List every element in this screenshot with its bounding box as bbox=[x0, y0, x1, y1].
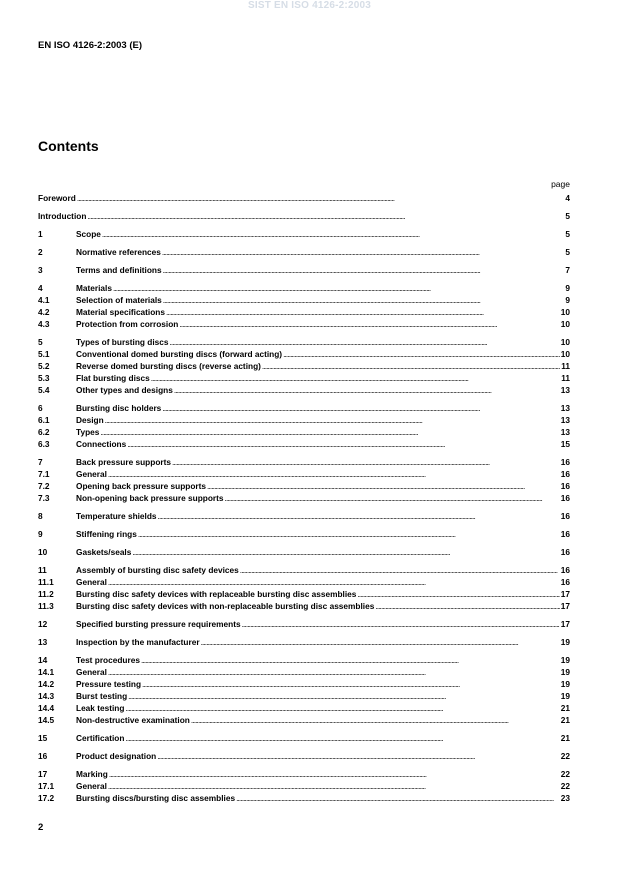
toc-entry-title: Product designation bbox=[76, 751, 157, 761]
toc-entry-title: Burst testing bbox=[76, 691, 128, 701]
toc-entry-number: 7 bbox=[38, 457, 43, 467]
toc-entry-leader bbox=[76, 480, 570, 492]
toc-entry-title: Foreword bbox=[38, 193, 76, 203]
toc-entry-number: 7.2 bbox=[38, 481, 50, 491]
toc-entry-title: Leak testing bbox=[76, 703, 125, 713]
toc-entry-page: 11 bbox=[561, 373, 570, 383]
toc-entry-title: Materials bbox=[76, 283, 112, 293]
toc-entry-title: Certification bbox=[76, 733, 125, 743]
toc-entry-number: 11.1 bbox=[38, 577, 54, 587]
toc-entry-page: 9 bbox=[565, 283, 570, 293]
toc-entry-number: 5 bbox=[38, 337, 43, 347]
toc-entry-title: Bursting disc safety devices with non-replaceable bursting disc assemblies bbox=[76, 601, 375, 611]
toc-entry-title: Bursting discs/bursting disc assemblies bbox=[76, 793, 236, 803]
toc-entry-leader bbox=[76, 246, 570, 258]
toc-entry-number: 12 bbox=[38, 619, 48, 629]
toc-entry-number: 13 bbox=[38, 637, 48, 647]
toc-entry-page: 16 bbox=[560, 493, 570, 503]
toc-entry[interactable] bbox=[38, 438, 570, 450]
toc-entry-number: 7.3 bbox=[38, 493, 50, 503]
toc-entry-number: 17.2 bbox=[38, 793, 55, 803]
toc-entry[interactable] bbox=[38, 402, 570, 414]
toc-entry[interactable] bbox=[38, 618, 570, 630]
toc-entry-page: 4 bbox=[565, 193, 570, 203]
toc-entry-title: Marking bbox=[76, 769, 108, 779]
toc-entry[interactable] bbox=[38, 246, 570, 258]
toc-entry-leader bbox=[76, 792, 570, 804]
toc-entry-leader bbox=[76, 426, 570, 438]
toc-entry-leader bbox=[38, 210, 570, 222]
toc-entry-title: Non-opening back pressure supports bbox=[76, 493, 224, 503]
toc-entry-number: 5.2 bbox=[38, 361, 50, 371]
toc-entry-page: 11 bbox=[561, 361, 570, 371]
toc-entry-page: 10 bbox=[560, 319, 570, 329]
toc-entry-title: Gaskets/seals bbox=[76, 547, 132, 557]
toc-entry[interactable] bbox=[38, 282, 570, 294]
toc-entry-page: 10 bbox=[560, 337, 570, 347]
toc-entry-leader bbox=[76, 492, 570, 504]
toc-entry-page: 16 bbox=[560, 547, 570, 557]
toc-entry-page: 21 bbox=[560, 703, 570, 713]
toc-entry-number: 6 bbox=[38, 403, 43, 413]
toc-entry-page: 16 bbox=[560, 457, 570, 467]
toc-entry-number: 11 bbox=[38, 565, 47, 575]
toc-entry-title: General bbox=[76, 781, 107, 791]
toc-entry-leader bbox=[38, 192, 570, 204]
toc-entry-page: 16 bbox=[560, 577, 570, 587]
toc-entry[interactable] bbox=[38, 780, 570, 792]
toc-entry[interactable] bbox=[38, 750, 570, 762]
table-of-contents bbox=[38, 192, 570, 804]
toc-entry[interactable] bbox=[38, 654, 570, 666]
toc-entry[interactable] bbox=[38, 636, 570, 648]
toc-entry[interactable] bbox=[38, 714, 570, 726]
toc-entry[interactable] bbox=[38, 576, 570, 588]
toc-entry[interactable] bbox=[38, 384, 570, 396]
toc-entry-page: 19 bbox=[560, 655, 570, 665]
toc-entry-page: 19 bbox=[560, 679, 570, 689]
toc-entry-number: 6.3 bbox=[38, 439, 50, 449]
toc-entry[interactable] bbox=[38, 456, 570, 468]
toc-entry[interactable] bbox=[38, 228, 570, 240]
toc-entry-title: Types bbox=[76, 427, 100, 437]
toc-entry-number: 8 bbox=[38, 511, 43, 521]
toc-entry-leader bbox=[76, 576, 570, 588]
toc-entry[interactable] bbox=[38, 372, 570, 384]
toc-entry-leader bbox=[76, 666, 570, 678]
toc-entry-page: 19 bbox=[560, 667, 570, 677]
toc-entry-leader bbox=[76, 372, 570, 384]
toc-entry-number: 4.2 bbox=[38, 307, 50, 317]
toc-entry-number: 6.1 bbox=[38, 415, 50, 425]
toc-entry-title: Scope bbox=[76, 229, 101, 239]
toc-entry-page: 16 bbox=[560, 481, 570, 491]
toc-entry-number: 4.1 bbox=[38, 295, 50, 305]
toc-entry-page: 16 bbox=[560, 469, 570, 479]
toc-entry-leader bbox=[76, 528, 570, 540]
toc-entry-leader bbox=[76, 510, 570, 522]
toc-entry-number: 11.3 bbox=[38, 601, 54, 611]
toc-entry-number: 14 bbox=[38, 655, 48, 665]
toc-entry-leader bbox=[76, 714, 570, 726]
toc-entry-title: Connections bbox=[76, 439, 127, 449]
toc-entry-leader bbox=[76, 732, 570, 744]
toc-entry-title: General bbox=[76, 577, 107, 587]
toc-entry-number: 9 bbox=[38, 529, 43, 539]
toc-entry[interactable] bbox=[38, 600, 570, 612]
toc-entry[interactable] bbox=[38, 792, 570, 804]
toc-entry-page: 21 bbox=[560, 733, 570, 743]
toc-entry-number: 11.2 bbox=[38, 589, 54, 599]
toc-entry-number: 14.2 bbox=[38, 679, 55, 689]
toc-entry-leader bbox=[76, 264, 570, 276]
toc-entry-title: Reverse domed bursting discs (reverse acting) bbox=[76, 361, 261, 371]
toc-entry-leader bbox=[76, 468, 570, 480]
toc-entry-page: 22 bbox=[560, 769, 570, 779]
toc-entry[interactable] bbox=[38, 414, 570, 426]
toc-entry[interactable] bbox=[38, 546, 570, 558]
watermark: SIST EN ISO 4126-2:2003 bbox=[248, 0, 371, 11]
toc-entry-title: Temperature shields bbox=[76, 511, 157, 521]
toc-entry-title: Flat bursting discs bbox=[76, 373, 150, 383]
toc-entry-leader bbox=[76, 402, 570, 414]
toc-entry-title: Material specifications bbox=[76, 307, 165, 317]
toc-entry-number: 16 bbox=[38, 751, 48, 761]
toc-entry[interactable] bbox=[38, 702, 570, 714]
toc-entry-leader bbox=[76, 282, 570, 294]
toc-entry-leader bbox=[76, 414, 570, 426]
toc-entry-page: 13 bbox=[560, 385, 570, 395]
toc-entry-number: 14.3 bbox=[38, 691, 55, 701]
toc-entry-title: Other types and designs bbox=[76, 385, 173, 395]
toc-entry-title: General bbox=[76, 469, 107, 479]
toc-entry-page: 15 bbox=[560, 439, 570, 449]
toc-entry-title: General bbox=[76, 667, 107, 677]
toc-entry-leader bbox=[76, 702, 570, 714]
toc-entry-number: 4 bbox=[38, 283, 43, 293]
toc-entry-leader bbox=[76, 600, 570, 612]
toc-entry-title: Terms and definitions bbox=[76, 265, 162, 275]
toc-entry[interactable] bbox=[38, 306, 570, 318]
toc-entry[interactable] bbox=[38, 318, 570, 330]
toc-entry-title: Conventional domed bursting discs (forward acting) bbox=[76, 349, 283, 359]
toc-entry-page: 19 bbox=[560, 691, 570, 701]
toc-entry-title: Stiffening rings bbox=[76, 529, 137, 539]
toc-entry[interactable] bbox=[38, 360, 570, 372]
toc-entry[interactable] bbox=[38, 480, 570, 492]
toc-entry-leader bbox=[76, 546, 570, 558]
toc-entry-page: 23 bbox=[560, 793, 570, 803]
toc-entry-title: Assembly of bursting disc safety devices bbox=[76, 565, 239, 575]
toc-entry[interactable] bbox=[38, 528, 570, 540]
toc-entry-number: 5.4 bbox=[38, 385, 50, 395]
toc-entry[interactable] bbox=[38, 510, 570, 522]
toc-entry-page: 5 bbox=[565, 211, 570, 221]
toc-entry-leader bbox=[76, 636, 570, 648]
toc-entry-leader bbox=[76, 306, 570, 318]
toc-entry-leader bbox=[76, 456, 570, 468]
toc-entry[interactable] bbox=[38, 588, 570, 600]
toc-entry-page: 13 bbox=[560, 415, 570, 425]
toc-entry-page: 19 bbox=[560, 637, 570, 647]
toc-entry[interactable] bbox=[38, 564, 570, 576]
toc-entry-title: Bursting disc safety devices with replaceable bursting disc assemblies bbox=[76, 589, 357, 599]
toc-entry[interactable] bbox=[38, 468, 570, 480]
toc-entry-page: 5 bbox=[565, 229, 570, 239]
toc-entry[interactable] bbox=[38, 294, 570, 306]
toc-entry-number: 6.2 bbox=[38, 427, 50, 437]
toc-entry-leader bbox=[76, 690, 570, 702]
toc-entry-leader bbox=[76, 228, 570, 240]
toc-entry-title: Design bbox=[76, 415, 104, 425]
toc-entry-page: 13 bbox=[560, 427, 570, 437]
toc-entry-number: 5.1 bbox=[38, 349, 50, 359]
toc-entry[interactable] bbox=[38, 768, 570, 780]
toc-entry-leader bbox=[76, 384, 570, 396]
toc-entry-page: 16 bbox=[560, 565, 570, 575]
toc-entry-page: 22 bbox=[560, 781, 570, 791]
toc-entry[interactable] bbox=[38, 690, 570, 702]
toc-entry-leader bbox=[76, 654, 570, 666]
toc-entry-page: 10 bbox=[560, 307, 570, 317]
toc-entry-title: Pressure testing bbox=[76, 679, 142, 689]
toc-entry-number: 17.1 bbox=[38, 781, 55, 791]
toc-entry-number: 14.1 bbox=[38, 667, 55, 677]
toc-entry[interactable] bbox=[38, 666, 570, 678]
toc-entry-leader bbox=[76, 318, 570, 330]
page-title: Contents bbox=[38, 138, 99, 154]
toc-entry-title: Types of bursting discs bbox=[76, 337, 169, 347]
toc-entry-number: 3 bbox=[38, 265, 43, 275]
toc-entry-page: 7 bbox=[565, 265, 570, 275]
toc-entry-leader bbox=[76, 678, 570, 690]
toc-entry-title: Back pressure supports bbox=[76, 457, 171, 467]
page-number: 2 bbox=[38, 822, 44, 833]
toc-entry-leader bbox=[76, 348, 570, 360]
toc-entry-page: 21 bbox=[560, 715, 570, 725]
toc-entry-page: 17 bbox=[560, 589, 570, 599]
toc-entry-title: Protection from corrosion bbox=[76, 319, 179, 329]
toc-entry-number: 2 bbox=[38, 247, 43, 257]
toc-entry-page: 5 bbox=[565, 247, 570, 257]
toc-entry[interactable] bbox=[38, 210, 570, 222]
toc-entry-leader bbox=[76, 750, 570, 762]
toc-entry-title: Non-destructive examination bbox=[76, 715, 190, 725]
toc-entry-leader bbox=[76, 588, 570, 600]
toc-entry-leader bbox=[76, 618, 570, 630]
toc-entry-number: 5.3 bbox=[38, 373, 50, 383]
toc-entry-number: 1 bbox=[38, 229, 43, 239]
toc-entry-page: 16 bbox=[560, 511, 570, 521]
toc-entry-page: 9 bbox=[565, 295, 570, 305]
toc-entry-page: 10 bbox=[560, 349, 570, 359]
toc-entry-page: 17 bbox=[560, 601, 570, 611]
toc-entry-number: 7.1 bbox=[38, 469, 50, 479]
toc-entry-page: 22 bbox=[560, 751, 570, 761]
toc-entry-leader bbox=[76, 768, 570, 780]
toc-entry-number: 15 bbox=[38, 733, 48, 743]
toc-entry-page: 17 bbox=[560, 619, 570, 629]
toc-entry[interactable] bbox=[38, 192, 570, 204]
toc-entry-leader bbox=[76, 564, 570, 576]
toc-entry-title: Test procedures bbox=[76, 655, 140, 665]
toc-entry-leader bbox=[76, 336, 570, 348]
toc-entry-title: Specified bursting pressure requirements bbox=[76, 619, 241, 629]
toc-entry[interactable] bbox=[38, 492, 570, 504]
toc-entry-title: Opening back pressure supports bbox=[76, 481, 207, 491]
toc-entry-title: Inspection by the manufacturer bbox=[76, 637, 200, 647]
toc-entry-title: Introduction bbox=[38, 211, 87, 221]
toc-entry[interactable] bbox=[38, 264, 570, 276]
toc-entry[interactable] bbox=[38, 732, 570, 744]
toc-entry-number: 17 bbox=[38, 769, 48, 779]
toc-entry-leader bbox=[76, 438, 570, 450]
toc-entry-number: 14.5 bbox=[38, 715, 55, 725]
document-id: EN ISO 4126-2:2003 (E) bbox=[38, 40, 143, 51]
toc-entry[interactable] bbox=[38, 678, 570, 690]
toc-entry-leader bbox=[76, 360, 570, 372]
toc-entry-title: Selection of materials bbox=[76, 295, 162, 305]
toc-entry-number: 14.4 bbox=[38, 703, 55, 713]
toc-entry-leader bbox=[76, 780, 570, 792]
toc-entry[interactable] bbox=[38, 336, 570, 348]
toc-entry-page: 16 bbox=[560, 529, 570, 539]
toc-entry-page: 13 bbox=[560, 403, 570, 413]
toc-entry-number: 4.3 bbox=[38, 319, 50, 329]
toc-entry-title: Normative references bbox=[76, 247, 161, 257]
toc-entry-title: Bursting disc holders bbox=[76, 403, 162, 413]
toc-entry[interactable] bbox=[38, 348, 570, 360]
toc-entry-number: 10 bbox=[38, 547, 48, 557]
toc-entry-leader bbox=[76, 294, 570, 306]
page-column-label: page bbox=[551, 179, 570, 189]
toc-entry[interactable] bbox=[38, 426, 570, 438]
